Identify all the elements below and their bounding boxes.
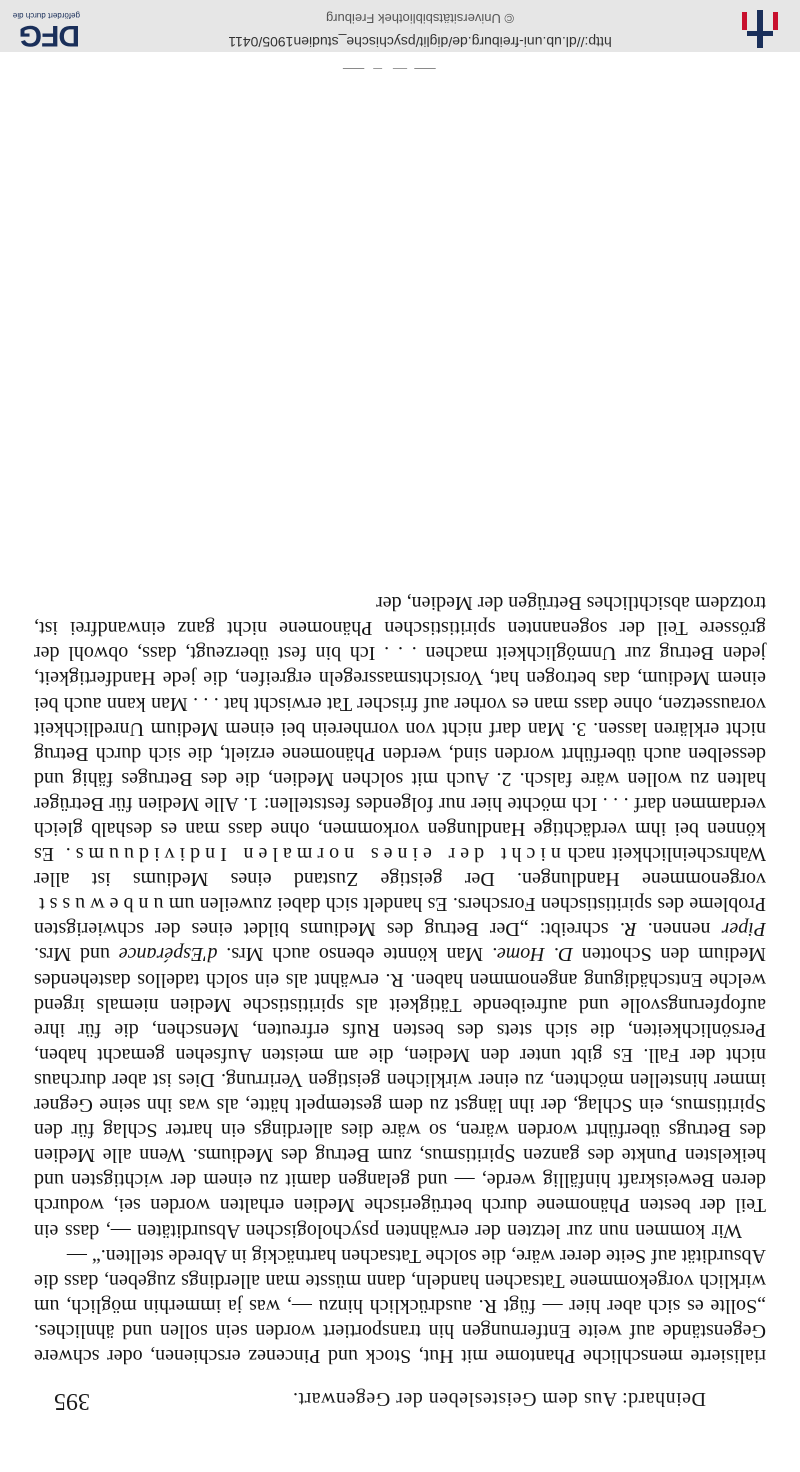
university-library-logo	[740, 8, 780, 50]
logo-bar-red-right	[742, 12, 747, 30]
scan-edge-marks	[0, 52, 800, 72]
body-text	[34, 590, 766, 1368]
logo-crossbar	[747, 31, 773, 36]
author-abbrev: R.	[619, 918, 637, 941]
paragraph-2-text-d: nennen.	[647, 918, 711, 941]
paragraph-2-text-e: schreibt: „Der Betrug des Mediums bildet eines der schwierigsten Probleme des spiritistischen Forschers. Es handelt sich dabei zuweilen um	[33, 893, 766, 941]
source-url[interactable]: http://dl.ub.uni-freiburg.de/diglit/psychische_studien1905/0411	[228, 34, 612, 50]
dfg-subtitle: gefördert durch die	[12, 11, 80, 20]
paragraph-2-text-b: Man könnte ebenso auch Mrs.	[226, 943, 484, 966]
spaced-phrase-individuum: nicht der eines normalen Individuums.	[60, 843, 561, 866]
running-head: Deinhard: Aus dem Geistesleben der Gegenwart.	[292, 1388, 706, 1410]
name-home: D. Home.	[491, 943, 573, 966]
paragraph-1: rialisierte menschliche Phantome mit Hut, Stock und Pincenez erschienen, oder schwere Gegenstände auf weite Entfernungen hin transportiert worden sein sollen und ähnliches. „Sollte es sich aber hier — fügt R. ausdrücklich hinzu —, was ja immerhin möglich, um wirklich vorgekommene Tatsachen handeln, dann müsste man allerdings zugeben, dass die Absurdität auf Seite derer wäre, die solche Tatsachen hartnäckig in Abrede stellten.“ —	[34, 1244, 766, 1367]
dfg-logo	[10, 6, 80, 50]
paragraph-2-text-c: und Mrs.	[33, 943, 110, 966]
name-esperance: d'Espérance	[118, 943, 218, 966]
paragraph-2-text-g: Es können bei ihm verdächtige Handlungen vorkommen, ohne dass man es deshalb gleich verdammen darf . . . Ich möchte hier nur folgendes feststellen: 1. Alle Medien für Betrüger halten zu wollen wäre falsch. 2. Auch mit solchen Medien, die des Betruges fähig und desselben auch überführt worden sind, werden Phänomene erzielt, die sich durch Betrug nicht erklären lassen. 3. Man darf nicht von vornherein bei einem Medium Unredlichkeit voraussetzen, ohne dass man es vorher auf frischer Tat erwischt hat . . . Man kann auch bei einem Medium, das betrogen hat, Vorsichtsmassregeln ergreifen, die jede Handfertigkeit, jeden Betrug zur Unmöglichkeit machen . . . Ich bin fest überzeugt, dass, obwohl der grössere Teil der sogenannten spiritistischen Phänomene nicht ganz einwandfrei ist, trotzdem absichtliches Betrügen der Medien, der	[33, 592, 766, 866]
dfg-mark: DFG	[19, 19, 80, 52]
library-footer	[0, 0, 800, 57]
spaced-word-unbewusst: unbewusst	[34, 893, 164, 916]
logo-bar-blue	[757, 10, 763, 48]
page-header	[38, 1380, 762, 1414]
page-number: 395	[54, 1388, 90, 1414]
name-piper: Piper	[721, 918, 766, 941]
logo-bar-red-left	[773, 12, 778, 30]
copyright-notice: © Universitätsbibliothek Freiburg	[325, 11, 515, 26]
paragraph-2	[34, 590, 766, 1242]
paragraph-2-text-f: vorgenommene Handlungen. Der geistige Zustand eines Mediums ist aller Wahrscheinlichkeit nach	[34, 843, 766, 891]
paragraph-2-text: Wir kommen nun zur letzten der erwähnten psychologischen Absurditäten —, dass ein Teil der besten Phänomene durch betrügerische Medien erhalten worden sei, wodurch deren Beweiskraft hinfällig werde, — und gelangen damit zu einem der wichtigsten und heikelsten Punkte des ganzen Spiritismus, zum Betrug des Mediums. Wenn alle Medien des Betrugs überführt worden wären, so wäre dies allerdings ein harter Schlag für den Spiritismus, ein Schlag, der ihn längst zu dem gestempelt hätte, als was ihn seine Gegner immer hinstellen möchten, zu einer wirklichen geistigen Verirrung. Dies ist aber durchaus nicht der Fall. Es gibt unter den Medien, die am meisten Aufsehen gemacht haben, Persönlichkeiten, die sich stets des besten Rufs erfreuten, Menschen, die für ihre aufopferungsvolle und aufreibende Tätigkeit als spiritistische Medien niemals irgend welche Entschädigung angenommen haben. R. erwähnt als ein solch tadellos dastehendes Medium den Schotten	[34, 943, 766, 1242]
